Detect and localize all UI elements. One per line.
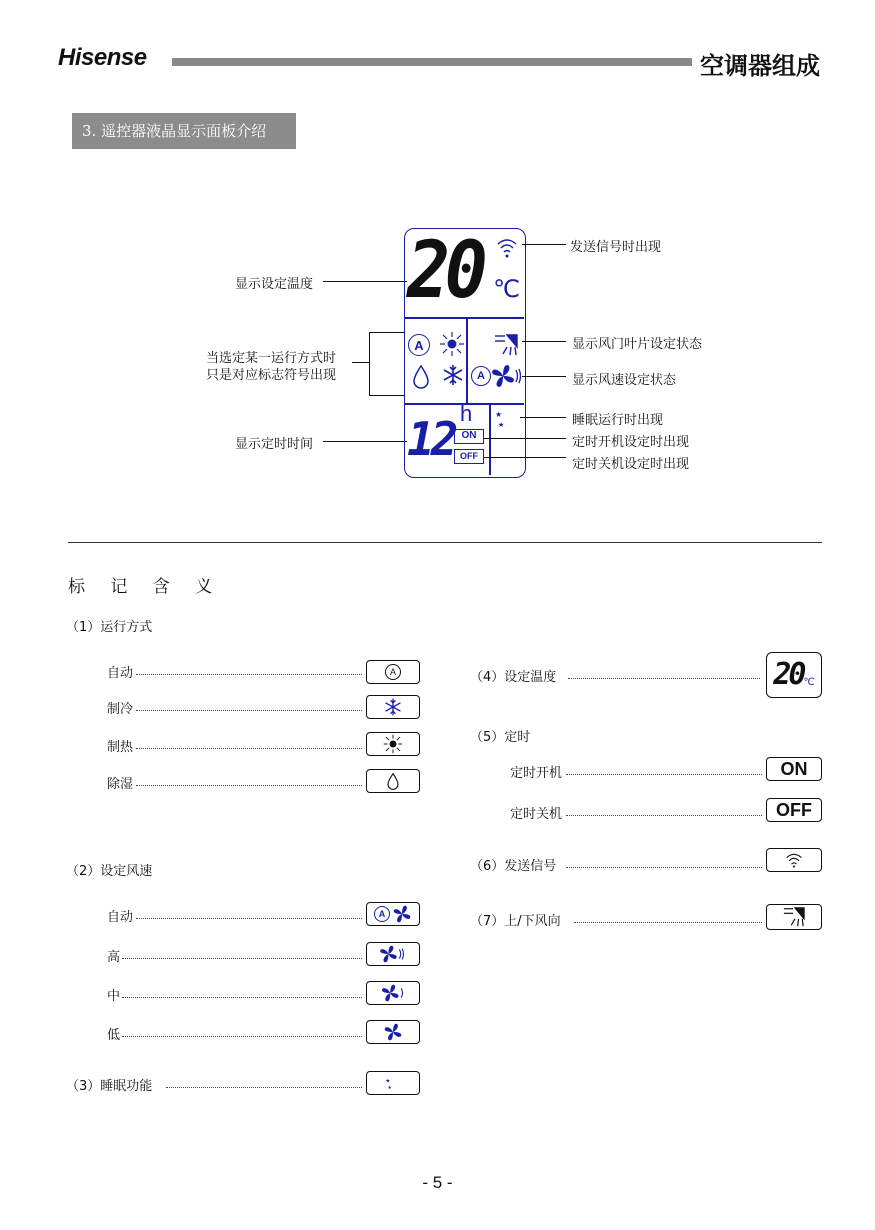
fan-low-box — [366, 1020, 420, 1044]
temp-leader — [568, 678, 760, 679]
callout-signal: 发送信号时出现 — [570, 240, 662, 255]
callout-fan-speed: 显示风速设定状态 — [572, 373, 677, 388]
fan-mid-box — [366, 981, 420, 1005]
hisense-logo: Hisense — [58, 44, 147, 71]
louver-legend-icon — [781, 906, 807, 928]
lcd-on-badge: ON — [454, 429, 484, 444]
callout-line-signal — [522, 244, 566, 245]
page-number: - 5 - — [422, 1173, 453, 1192]
lcd-divider-h1 — [405, 317, 524, 319]
lcd-panel — [404, 228, 526, 478]
timer-off-leader — [566, 815, 762, 816]
timer-off-label: 定时关机 — [510, 807, 563, 822]
callout-line-timer-off — [484, 457, 566, 458]
lcd-sleep-icon — [493, 405, 519, 433]
fan-auto-leader — [136, 918, 362, 919]
mode-cool-box — [366, 695, 420, 719]
callout-line-louver — [522, 341, 566, 342]
fan-high-leader — [122, 958, 362, 959]
svg-text:★: ★ — [385, 1078, 391, 1085]
timer-on-badge: ON — [780, 758, 808, 779]
sleep-box — [366, 1071, 420, 1095]
callout-bracket-mode — [369, 332, 370, 396]
callout-line-timer-on — [484, 438, 566, 439]
lcd-cool-icon — [441, 363, 465, 387]
mode-dry-box — [366, 769, 420, 793]
fan-auto-ring-letter: A — [378, 909, 386, 919]
mode-heat-leader — [136, 748, 362, 749]
page-title: 空调器组成 — [700, 51, 820, 80]
fan-auto-ring-icon — [374, 906, 390, 922]
mode-auto-box — [366, 660, 420, 684]
signal-box — [766, 848, 822, 872]
mode-dry-leader — [136, 785, 362, 786]
lcd-timer-digits: 12 — [407, 412, 455, 466]
lcd-divider-v2 — [489, 403, 491, 475]
svg-text:★: ★ — [387, 1086, 392, 1092]
lcd-fan-icon — [491, 363, 523, 389]
section-tag: 3. 遥控器液晶显示面板介绍 — [72, 113, 296, 149]
louver-leader — [574, 922, 762, 923]
lcd-dry-icon — [413, 365, 429, 389]
lcd-off-badge: OFF — [454, 449, 484, 464]
lcd-divider-v1 — [466, 317, 468, 404]
legend-heading: 标 记 含 义 — [68, 577, 223, 597]
fan-auto-icon — [392, 904, 412, 924]
signal-leader — [566, 867, 762, 868]
callout-mode-line2: 只是对应标志符号出现 — [206, 368, 337, 383]
callout-mode-line1: 当选定某一运行方式时 — [206, 351, 337, 366]
group5-title: （5）定时 — [470, 730, 531, 745]
louver-box — [766, 904, 822, 930]
fan-auto-letter: A — [477, 370, 485, 382]
svg-text:★: ★ — [495, 410, 503, 419]
callout-line-mode-h — [352, 362, 370, 363]
lcd-heat-icon — [439, 331, 465, 357]
group4-title: （4）设定温度 — [470, 670, 557, 685]
callout-line-sleep — [520, 417, 566, 418]
group2-title: （2）设定风速 — [66, 864, 153, 879]
lcd-temp-digits: 20 — [407, 226, 483, 316]
fan-auto-box — [366, 902, 420, 926]
legend-temp-digits: 20 — [773, 657, 804, 692]
fan-high-box — [366, 942, 420, 966]
timer-off-box — [766, 798, 822, 822]
svg-text:★: ★ — [498, 421, 505, 429]
lcd-fan-auto-icon — [471, 366, 491, 386]
lcd-temp-unit: ℃ — [493, 275, 520, 303]
timer-off-badge: OFF — [776, 799, 812, 820]
timer-on-leader — [566, 774, 762, 775]
heat-icon — [383, 734, 403, 754]
mode-auto-leader — [136, 674, 362, 675]
callout-bracket-bottom — [369, 395, 405, 396]
legend-temp-unit: ℃ — [803, 676, 815, 688]
mode-heat-label: 制热 — [107, 740, 134, 755]
sleep-leader — [166, 1087, 362, 1088]
callout-timer-on: 定时开机设定时出现 — [572, 435, 690, 450]
fan-high-label: 高 — [107, 950, 121, 965]
timer-on-label: 定时开机 — [510, 766, 563, 781]
auto-letter: A — [414, 337, 424, 353]
fan-auto-label: 自动 — [107, 910, 134, 925]
lcd-louver-icon — [493, 333, 519, 357]
fan-mid-leader — [122, 997, 362, 998]
temp-box — [766, 652, 822, 698]
lcd-auto-mode-icon — [408, 334, 430, 356]
fan-low-icon — [383, 1022, 403, 1042]
section-divider — [68, 542, 822, 543]
auto-mode-icon — [385, 664, 401, 680]
callout-timer-off: 定时关机设定时出现 — [572, 457, 690, 472]
cool-icon — [383, 697, 403, 717]
callout-louver: 显示风门叶片设定状态 — [572, 337, 703, 352]
mode-auto-label: 自动 — [107, 666, 134, 681]
sleep-icon — [384, 1073, 402, 1093]
header-rule — [172, 58, 692, 66]
callout-bracket-top — [369, 332, 405, 333]
lcd-timer-unit: h — [460, 401, 473, 426]
signal-legend-icon — [783, 851, 805, 869]
signal-icon — [495, 235, 519, 261]
group7-title: （7）上/下风向 — [470, 914, 561, 929]
fan-high-icon — [377, 944, 409, 964]
callout-line-set-temp — [323, 281, 407, 282]
group6-title: （6）发送信号 — [470, 859, 557, 874]
group3-title: （3）睡眠功能 — [66, 1079, 153, 1094]
callout-line-fan — [522, 376, 566, 377]
auto-mode-letter: A — [389, 667, 396, 677]
callout-line-timer-time — [323, 441, 407, 442]
mode-cool-leader — [136, 710, 362, 711]
mode-dry-label: 除湿 — [107, 777, 134, 792]
fan-low-label: 低 — [107, 1028, 121, 1043]
fan-mid-icon — [379, 983, 407, 1003]
dry-icon — [387, 773, 399, 790]
callout-sleep: 睡眠运行时出现 — [572, 413, 664, 428]
group1-title: （1）运行方式 — [66, 620, 153, 635]
callout-timer-time: 显示定时时间 — [235, 437, 314, 452]
mode-cool-label: 制冷 — [107, 702, 134, 717]
fan-low-leader — [122, 1036, 362, 1037]
callout-set-temp: 显示设定温度 — [235, 277, 314, 292]
mode-heat-box — [366, 732, 420, 756]
timer-on-box — [766, 757, 822, 781]
fan-mid-label: 中 — [107, 989, 121, 1004]
